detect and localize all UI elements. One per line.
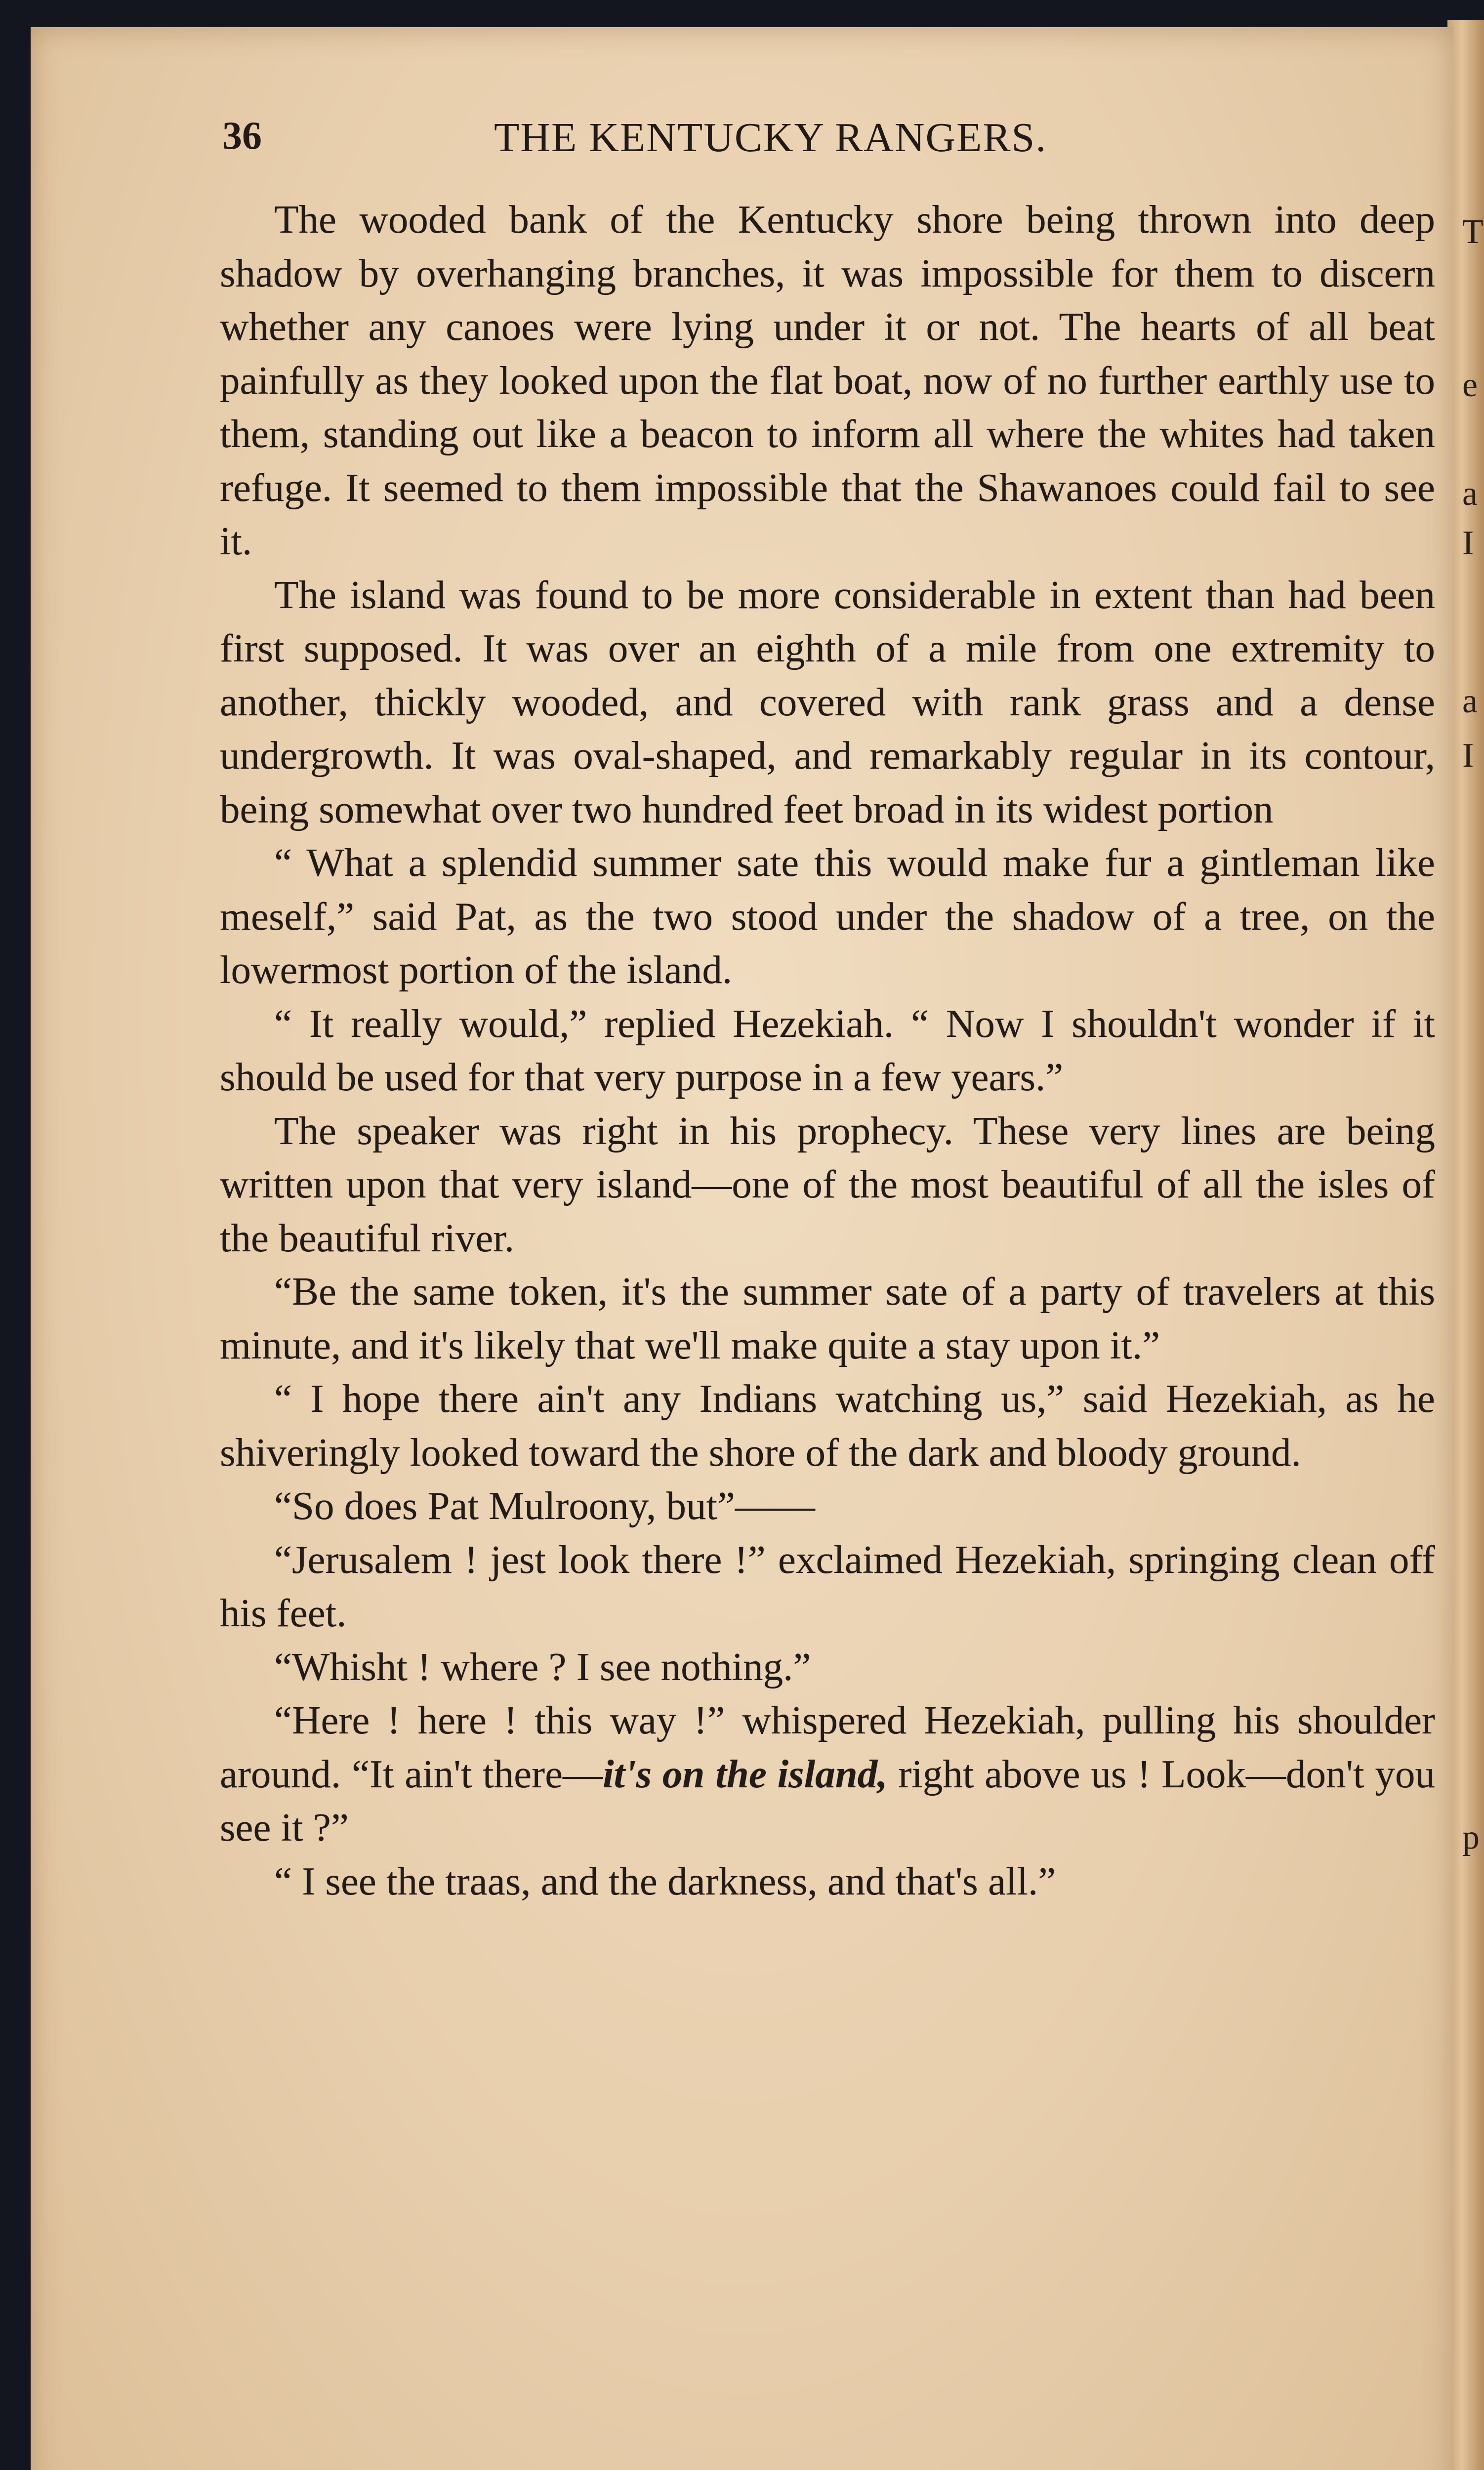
paragraph: “ It really would,” replied Hezekiah. “ Now I shouldn't wonder if it should be used for that very purpose in a few years.” bbox=[220, 1001, 1435, 1099]
paragraph bbox=[220, 1693, 1435, 1854]
body-text bbox=[220, 193, 1435, 1908]
emphasized-text: it's on the island, bbox=[603, 1751, 888, 1796]
paragraph: “Be the same token, it's the summer sate of a party of travelers at this minute, and it's likely that we'll make quite a stay upon it.” bbox=[220, 1269, 1435, 1367]
next-page-glyph: a bbox=[1462, 682, 1478, 720]
paragraph: “So does Pat Mulroony, but”—— bbox=[274, 1483, 815, 1528]
next-page-glyph: p bbox=[1462, 1818, 1480, 1856]
paragraph: The speaker was right in his prophecy. These very lines are being written upon that very island—one of the most beautiful of all the isles of the beautiful river. bbox=[220, 1108, 1435, 1260]
paragraph: “Jerusalem ! jest look there !” exclaimed Hezekiah, springing clean off his feet. bbox=[220, 1537, 1435, 1635]
next-page-glyph: a bbox=[1462, 475, 1478, 513]
paragraph: The island was found to be more considerable in extent than had been first supposed. It was over an eighth of a mile from one extremity to another, thickly wooded, and covered with rank grass and a dense undergrowth. It was oval-shaped, and remarkably regular in its contour, being somewhat over two hundred feet broad in its widest portion bbox=[220, 572, 1435, 831]
dialogue-text: “Here ! here ! this way !” whispered Hezekiah, pulling his shoulder around. “It ain't there— bbox=[220, 1698, 1435, 1796]
paragraph: “ I hope there ain't any Indians watching us,” said Hezekiah, as he shiveringly looked toward the shore of the dark and bloody ground. bbox=[220, 1376, 1435, 1475]
next-page-glyph: I bbox=[1462, 737, 1474, 775]
running-head bbox=[222, 104, 1447, 173]
page-number: 36 bbox=[222, 114, 262, 158]
next-page-glyph: I bbox=[1462, 524, 1474, 562]
dialogue-text: right above us ! Look—don't you see it ?” bbox=[220, 1751, 1435, 1850]
paragraph: The wooded bank of the Kentucky shore being thrown into deep shadow by overhanging branches, it was impossible for them to discern whether any canoes were lying under it or not. The hearts of all beat painfully as they looked upon the flat boat, now of no further earthly use to them, standing out like a beacon to inform all where the whites had taken refuge. It seemed to them impossible that the Shawanoes could fail to see it. bbox=[220, 197, 1435, 563]
next-page-glyph: T bbox=[1462, 213, 1484, 251]
running-title: THE KENTUCKY RANGERS. bbox=[494, 115, 1047, 161]
paragraph: “Whisht ! where ? I see nothing.” bbox=[274, 1644, 811, 1689]
next-page-glyph: e bbox=[1462, 366, 1478, 404]
paragraph: “ I see the traas, and the darkness, and that's all.” bbox=[274, 1858, 1056, 1903]
paragraph: “ What a splendid summer sate this would make fur a gintleman like meself,” said Pat, as the two stood under the shadow of a tree, on the lowermost portion of the island. bbox=[220, 840, 1435, 992]
